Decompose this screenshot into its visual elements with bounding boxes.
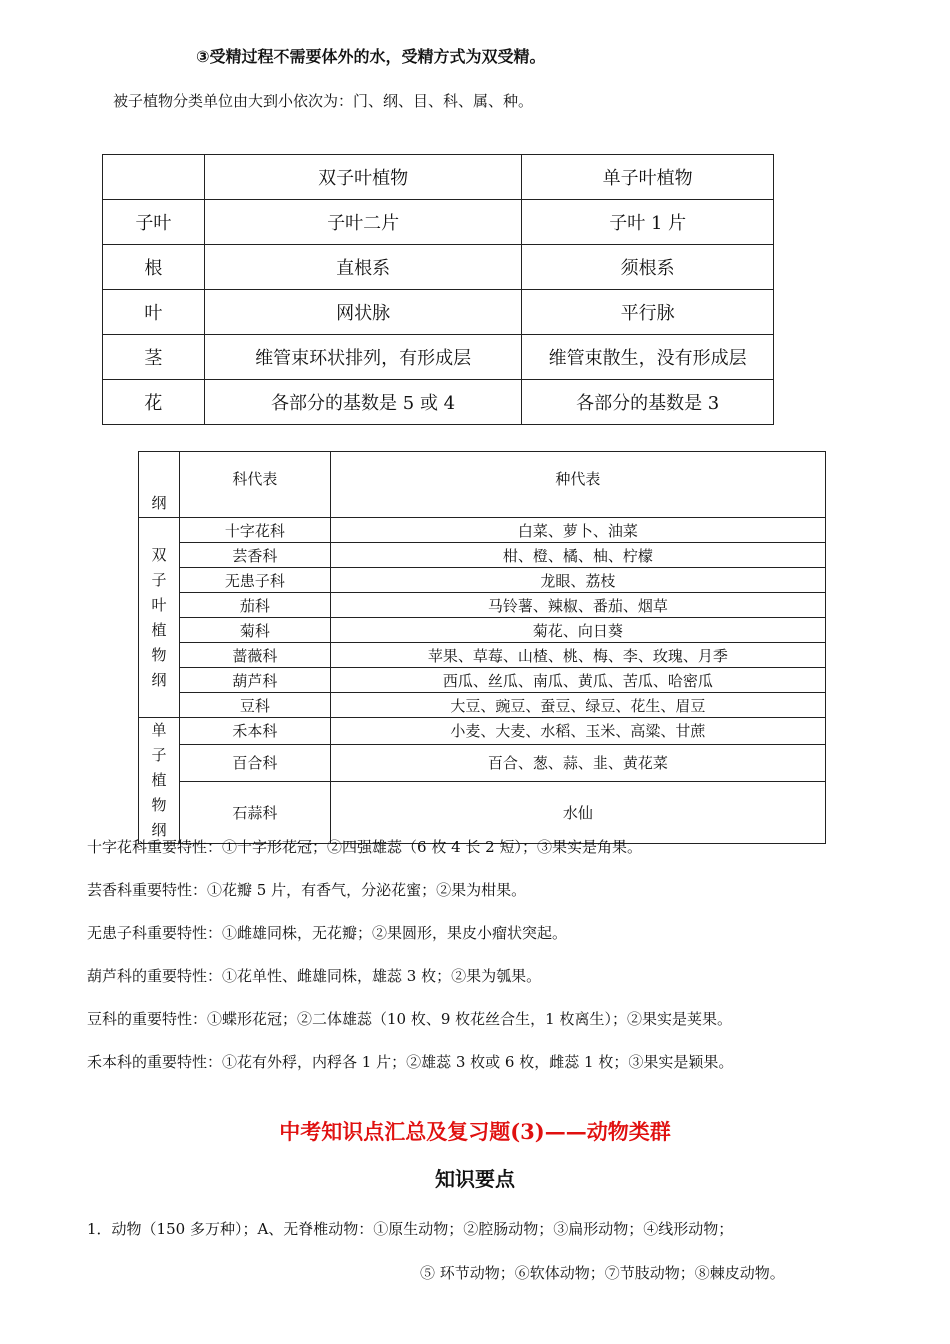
table-cell: 网状脉 — [204, 290, 522, 335]
table-header-cell: 纲 — [139, 452, 180, 518]
table-cell: 须根系 — [522, 245, 774, 290]
table-row — [139, 568, 826, 593]
table-row — [103, 290, 774, 335]
trait-paragraph: 芸香科重要特性：①花瓣 5 片，有香气，分泌花蜜；②果为柑果。 — [87, 881, 527, 899]
table-row — [103, 200, 774, 245]
table-cell: 石蒜科 — [179, 782, 330, 844]
list-item-continuation: ⑤ 环节动物；⑥软体动物；⑦节肢动物；⑧棘皮动物。 — [420, 1264, 785, 1282]
table-row — [103, 380, 774, 425]
table-cell: 大豆、豌豆、蚕豆、绿豆、花生、眉豆 — [330, 693, 825, 718]
table-cell: 马铃薯、辣椒、番茄、烟草 — [330, 593, 825, 618]
table-cell: 根 — [103, 245, 205, 290]
table-cell: 无患子科 — [179, 568, 330, 593]
list-item: 1．动物（150 多万种）；A、无脊椎动物：①原生动物；②腔肠动物；③扁形动物；④线形动物； — [87, 1220, 734, 1238]
table-row — [103, 335, 774, 380]
table-row — [103, 245, 774, 290]
table-cell: 子叶 1 片 — [522, 200, 774, 245]
table-cell: 子叶 — [103, 200, 205, 245]
table-row — [139, 668, 826, 693]
table-cell: 豆科 — [179, 693, 330, 718]
dicot-class-cell: 双 子 叶 植 物 纲 — [139, 518, 180, 718]
table-cell: 各部分的基数是 5 或 4 — [204, 380, 522, 425]
table-cell: 苹果、草莓、山楂、桃、梅、李、玫瑰、月季 — [330, 643, 825, 668]
table-row — [139, 782, 826, 844]
intro-fertilization-line: ③受精过程不需要体外的水，受精方式为双受精。 — [196, 47, 546, 66]
table-cell: 芸香科 — [179, 543, 330, 568]
table-header-cell: 单子叶植物 — [522, 155, 774, 200]
trait-paragraph: 禾本科的重要特性：①花有外稃，内稃各 1 片；②雄蕊 3 枚或 6 枚，雌蕊 1 枚；③果实是颖果。 — [87, 1053, 734, 1071]
table-cell: 维管束散生，没有形成层 — [522, 335, 774, 380]
trait-paragraph: 葫芦科的重要特性：①花单性、雌雄同株，雄蕊 3 枚；②果为瓠果。 — [87, 967, 542, 985]
table-cell: 葫芦科 — [179, 668, 330, 693]
section-title: 中考知识点汇总及复习题(3)——动物类群 — [279, 1119, 671, 1144]
trait-paragraph: 无患子科重要特性：①雌雄同株，无花瓣；②果圆形，果皮小瘤状突起。 — [87, 924, 568, 942]
table-header-row — [139, 452, 826, 518]
plant-family-table — [138, 451, 826, 844]
table-cell: 水仙 — [330, 782, 825, 844]
table-cell: 小麦、大麦、水稻、玉米、高粱、甘蔗 — [330, 718, 825, 745]
table-cell: 维管束环状排列，有形成层 — [204, 335, 522, 380]
monocot-class-cell: 单 子 植 物 纲 — [139, 718, 180, 844]
table-cell: 直根系 — [204, 245, 522, 290]
table-header-row — [103, 155, 774, 200]
table-cell: 百合、葱、蒜、韭、黄花菜 — [330, 744, 825, 781]
table-row — [139, 518, 826, 543]
trait-paragraph: 十字花科重要特性：①十字形花冠；②四强雄蕊（6 枚 4 长 2 短）；③果实是角果。 — [87, 838, 642, 856]
table-cell: 十字花科 — [179, 518, 330, 543]
table-cell: 蔷薇科 — [179, 643, 330, 668]
table-cell: 禾本科 — [179, 718, 330, 745]
table-cell: 菊花、向日葵 — [330, 618, 825, 643]
table-cell: 平行脉 — [522, 290, 774, 335]
table-row — [139, 693, 826, 718]
table-row — [139, 543, 826, 568]
table-cell: 西瓜、丝瓜、南瓜、黄瓜、苦瓜、哈密瓜 — [330, 668, 825, 693]
table-header-cell: 种代表 — [330, 452, 825, 518]
table-cell: 叶 — [103, 290, 205, 335]
table-row — [139, 593, 826, 618]
table-cell: 百合科 — [179, 744, 330, 781]
table-cell: 茎 — [103, 335, 205, 380]
table-header-cell: 科代表 — [179, 452, 330, 518]
table-row — [139, 718, 826, 745]
section-subtitle: 知识要点 — [435, 1167, 515, 1191]
table-cell: 白菜、萝卜、油菜 — [330, 518, 825, 543]
table-cell: 茄科 — [179, 593, 330, 618]
table-row — [139, 643, 826, 668]
table-cell: 花 — [103, 380, 205, 425]
table-cell: 菊科 — [179, 618, 330, 643]
trait-paragraph: 豆科的重要特性：①蝶形花冠；②二体雄蕊（10 枚、9 枚花丝合生，1 枚离生）；②果实是荚果。 — [87, 1010, 732, 1028]
table-cell: 龙眼、荔枝 — [330, 568, 825, 593]
intro-classification-line: 被子植物分类单位由大到小依次为：门、纲、目、科、属、种。 — [113, 92, 534, 110]
table-header-cell — [103, 155, 205, 200]
dicot-monocot-comparison-table — [102, 154, 774, 425]
table-row — [139, 618, 826, 643]
table-cell: 子叶二片 — [204, 200, 522, 245]
table-cell: 柑、橙、橘、柚、柠檬 — [330, 543, 825, 568]
table-cell: 各部分的基数是 3 — [522, 380, 774, 425]
table-header-cell: 双子叶植物 — [204, 155, 522, 200]
table-row — [139, 744, 826, 781]
